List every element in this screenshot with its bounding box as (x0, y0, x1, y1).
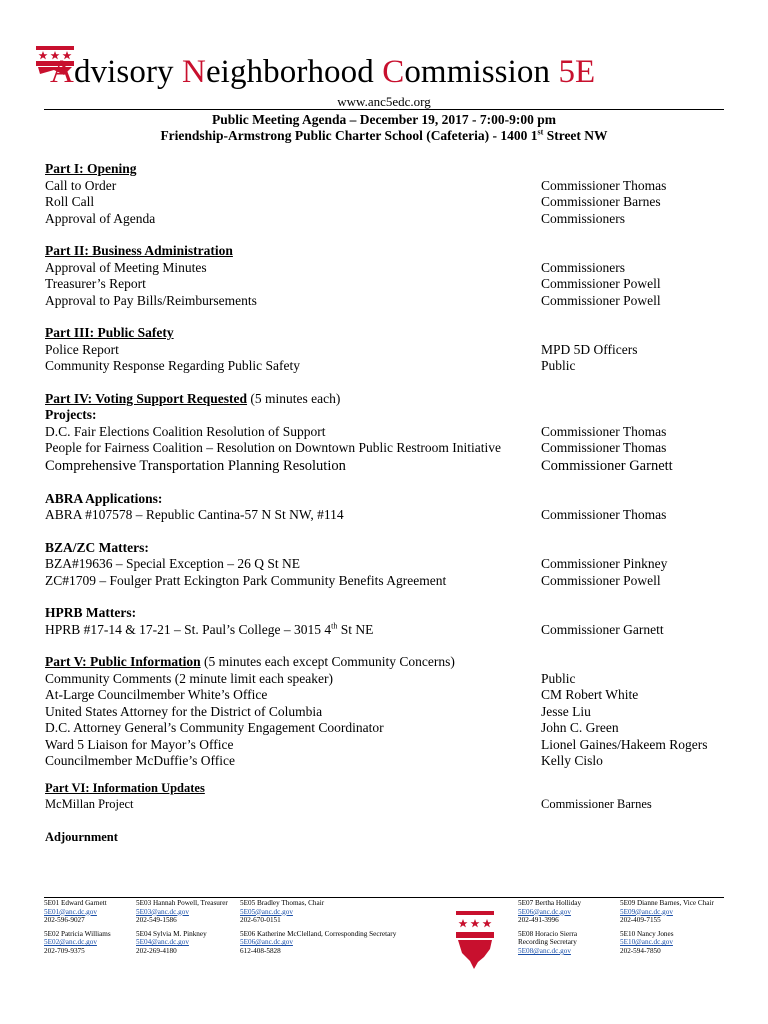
email-link[interactable]: 5E06@anc.dc.gov (240, 938, 293, 947)
footer-column (240, 899, 420, 961)
commissioner-entry: 5E08 Horacio Sierra Recording Secretary 5E08@anc.dc.gov (518, 930, 628, 956)
email-link[interactable]: 5E09@anc.dc.gov (620, 907, 673, 916)
agenda-item: Roll Call Commissioner Barnes (45, 194, 661, 209)
agenda-item: HPRB #17-14 & 17-21 – St. Paul’s College – 3015 4th St NE Commissioner Garnett (45, 621, 664, 637)
agenda-item: Approval to Pay Bills/Reimbursements Commissioner Powell (45, 292, 661, 308)
website-link[interactable]: www.anc5edc.org (337, 94, 431, 109)
commissioner-entry: 5E05 Bradley Thomas, Chair 5E05@anc.dc.gov 202-670-0151 (240, 899, 420, 925)
email-link[interactable]: 5E02@anc.dc.gov (44, 938, 97, 947)
commissioner-directory (44, 899, 724, 979)
header-divider (44, 109, 724, 110)
footer-column (136, 899, 246, 961)
agenda-item: Police Report MPD 5D Officers (45, 341, 638, 357)
dc-flag-map-icon (454, 909, 496, 971)
commissioner-entry: 5E07 Bertha Holliday 5E06@anc.dc.gov 202-491-3996 (518, 899, 628, 925)
email-link[interactable]: 5E05@anc.dc.gov (240, 907, 293, 916)
commissioner-entry: 5E04 Sylvia M. Pinkney 5E04@anc.dc.gov 202-269-4180 (136, 930, 246, 956)
part2-heading: Part II: Business Administration (45, 243, 233, 258)
bza-subheading: BZA/ZC Matters: (45, 539, 149, 555)
agenda-item: ZC#1709 – Foulger Pratt Eckington Park Community Benefits Agreement Commissioner Powell (45, 572, 661, 588)
agenda-item: At-Large Councilmember White’s Office CM Robert White (45, 687, 639, 702)
agenda-item: D.C. Attorney General’s Community Engagement Coordinator John C. Green (45, 720, 619, 735)
agenda-item: BZA#19636 – Special Exception – 26 Q St NE Commissioner Pinkney (45, 556, 668, 571)
agenda-item: Ward 5 Liaison for Mayor’s Office Lionel Gaines/Hakeem Rogers (45, 736, 708, 752)
commission-title: Advisory Neighborhood Commission 5E (50, 54, 596, 90)
agenda-item: Community Comments (2 minute limit each speaker) Public (45, 670, 576, 686)
footer-column (620, 899, 730, 961)
commissioner-entry: 5E06 Katherine McClelland, Corresponding Secretary 5E06@anc.dc.gov 612-408-5828 (240, 930, 420, 956)
hprb-subheading: HPRB Matters: (45, 605, 137, 620)
agenda-item: People for Fairness Coalition – Resolution on Downtown Public Restroom Initiative Commissioner Thomas (45, 440, 667, 455)
agenda-item: Comprehensive Transportation Planning Resolution Commissioner Garnett (45, 457, 673, 474)
agenda-item: D.C. Fair Elections Coalition Resolution of Support Commissioner Thomas (45, 423, 667, 439)
footer-divider (44, 897, 724, 898)
commissioner-entry: 5E03 Hannah Powell, Treasurer 5E03@anc.dc.gov 202-549-1586 (136, 899, 246, 925)
adjournment: Adjournment (45, 829, 118, 844)
email-link[interactable]: 5E03@anc.dc.gov (136, 907, 189, 916)
email-link[interactable]: 5E06@anc.dc.gov (518, 907, 571, 916)
agenda-item: Councilmember McDuffie’s Office Kelly Cislo (45, 753, 603, 768)
projects-subheading: Projects: (45, 407, 97, 422)
email-link[interactable]: 5E10@anc.dc.gov (620, 938, 673, 947)
agenda-item: Approval of Meeting Minutes Commissioners (45, 259, 626, 275)
agenda-item: Call to Order Commissioner Thomas (45, 177, 667, 193)
agenda-item: United States Attorney for the District of Columbia Jesse Liu (45, 703, 591, 719)
meeting-date-line: Public Meeting Agenda – December 19, 2017 - 7:00-9:00 pm (212, 112, 556, 127)
footer-column (518, 899, 628, 961)
part1-heading: Part I: Opening (45, 161, 137, 176)
part6-heading: Part VI: Information Updates (45, 780, 205, 795)
agenda-item: ABRA #107578 – Republic Cantina-57 N St NW, #114 Commissioner Thomas (45, 507, 667, 522)
commissioner-entry: 5E10 Nancy Jones 5E10@anc.dc.gov 202-594-7850 (620, 930, 730, 956)
agenda-item: McMillan Project Commissioner Barnes (45, 797, 652, 811)
commissioner-entry: 5E02 Patricia Williams 5E02@anc.dc.gov 202-709-9375 (44, 930, 154, 956)
agenda-item: Community Response Regarding Public Safety Public (45, 358, 576, 373)
meeting-location-line: Friendship-Armstrong Public Charter School (Cafeteria) - 1400 1st Street NW (160, 127, 608, 143)
agenda-item: Treasurer’s Report Commissioner Powell (45, 276, 661, 291)
part3-heading: Part III: Public Safety (45, 325, 174, 340)
part5-heading: Part V: Public Information (5 minutes each except Community Concerns) (45, 654, 455, 669)
agenda-item: Approval of Agenda Commissioners (45, 210, 626, 226)
agenda (45, 161, 725, 845)
commissioner-entry: 5E01 Edward Garnett 5E01@anc.dc.gov 202-596-9027 (44, 899, 154, 925)
email-link[interactable]: 5E01@anc.dc.gov (44, 907, 97, 916)
email-link[interactable]: 5E04@anc.dc.gov (136, 938, 189, 947)
email-link[interactable]: 5E08@anc.dc.gov (518, 946, 571, 955)
abra-subheading: ABRA Applications: (45, 490, 163, 506)
meeting-info (0, 112, 768, 144)
part4-heading: Part IV: Voting Support Requested (5 minutes each) (45, 390, 341, 406)
commissioner-entry: 5E09 Dianne Barnes, Vice Chair 5E09@anc.dc.gov 202-409-7155 (620, 899, 730, 925)
